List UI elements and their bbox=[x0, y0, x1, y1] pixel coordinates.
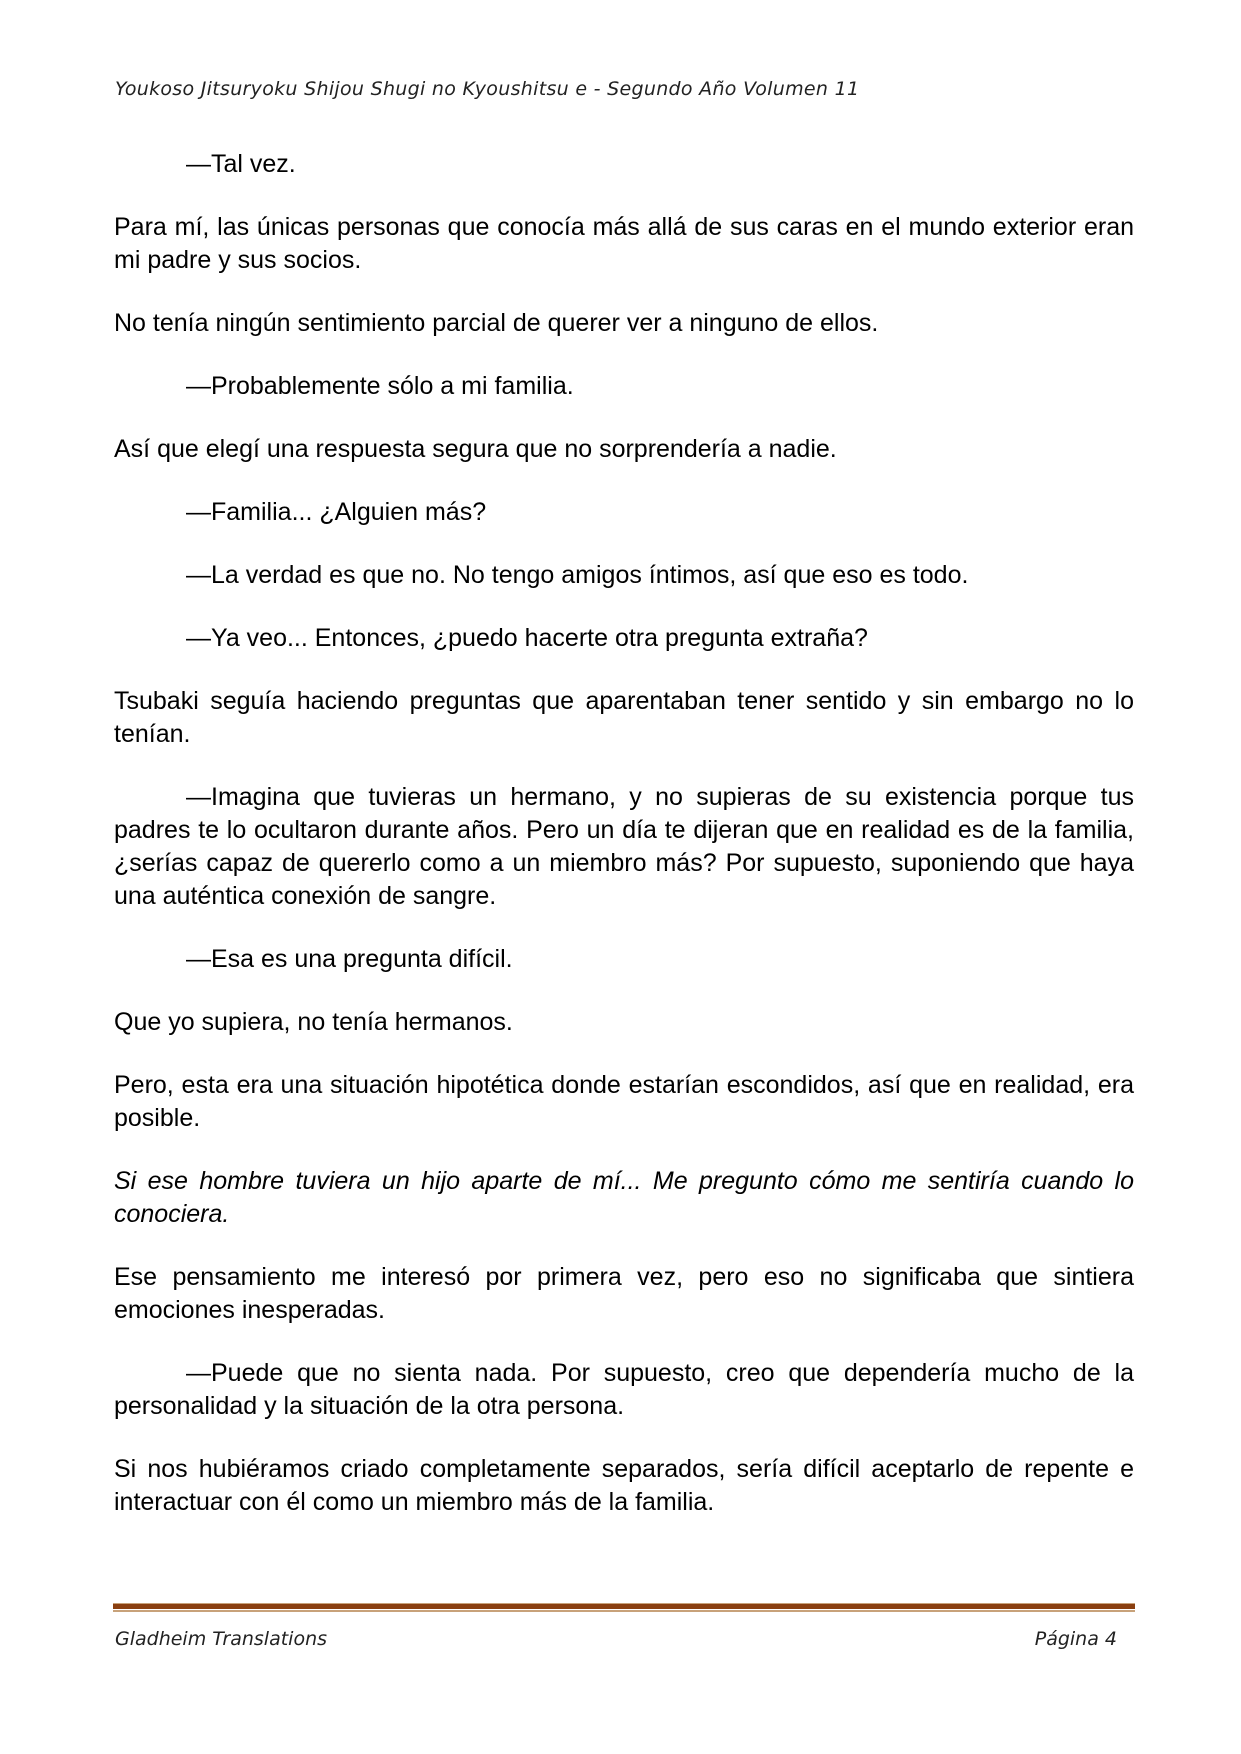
paragraph-narration: Pero, esta era una situación hipotética donde estarían escondidos, así que en realidad, era posible. bbox=[114, 1071, 1134, 1132]
paragraph-narration: Para mí, las únicas personas que conocía más allá de sus caras en el mundo exterior eran mi padre y sus socios. bbox=[114, 213, 1134, 274]
paragraph-narration: Así que elegí una respuesta segura que no sorprendería a nadie. bbox=[114, 435, 837, 463]
footer-credit: Gladheim Translations bbox=[115, 1628, 328, 1650]
paragraph-dialogue: —Ya veo... Entonces, ¿puedo hacerte otra pregunta extraña? bbox=[186, 624, 868, 652]
paragraph-dialogue: —Familia... ¿Alguien más? bbox=[186, 498, 487, 526]
paragraph-dialogue: —Probablemente sólo a mi familia. bbox=[186, 372, 574, 400]
paragraph-narration: Que yo supiera, no tenía hermanos. bbox=[114, 1008, 513, 1036]
paragraph-dialogue: —Imagina que tuvieras un hermano, y no supieras de su existencia porque tus padres te lo ocultaron durante años. Pero un día te dijeran que en realidad es de la familia, ¿serías capaz de quererlo como a un miembro más? Por supuesto, suponiendo que haya una auténtica conexión de sangre. bbox=[114, 783, 1134, 910]
paragraph-narration: No tenía ningún sentimiento parcial de querer ver a ninguno de ellos. bbox=[114, 309, 879, 337]
footer-rule bbox=[113, 1603, 1135, 1611]
paragraph-narration: Ese pensamiento me interesó por primera vez, pero eso no significaba que sintiera emociones inesperadas. bbox=[114, 1263, 1134, 1324]
page-body bbox=[114, 148, 1134, 1549]
paragraph-thought: Si ese hombre tuviera un hijo aparte de mí... Me pregunto cómo me sentiría cuando lo conociera. bbox=[114, 1167, 1134, 1228]
paragraph-narration: Tsubaki seguía haciendo preguntas que aparentaban tener sentido y sin embargo no lo tenían. bbox=[114, 687, 1134, 748]
footer-rule-thick-line bbox=[113, 1604, 1135, 1609]
paragraph-dialogue: —La verdad es que no. No tengo amigos íntimos, así que eso es todo. bbox=[186, 561, 969, 589]
footer-rule-bottom-line bbox=[113, 1610, 1135, 1612]
running-header: Youkoso Jitsuryoku Shijou Shugi no Kyoushitsu e - Segundo Año Volumen 11 bbox=[115, 78, 860, 100]
paragraph-dialogue: —Puede que no sienta nada. Por supuesto, creo que dependería mucho de la personalidad y la situación de la otra persona. bbox=[114, 1359, 1134, 1420]
paragraph-dialogue: —Tal vez. bbox=[186, 150, 296, 178]
paragraph-dialogue: —Esa es una pregunta difícil. bbox=[186, 945, 513, 973]
page-number: Página 4 bbox=[1034, 1628, 1117, 1650]
paragraph-narration: Si nos hubiéramos criado completamente separados, sería difícil aceptarlo de repente e interactuar con él como un miembro más de la familia. bbox=[114, 1455, 1134, 1516]
